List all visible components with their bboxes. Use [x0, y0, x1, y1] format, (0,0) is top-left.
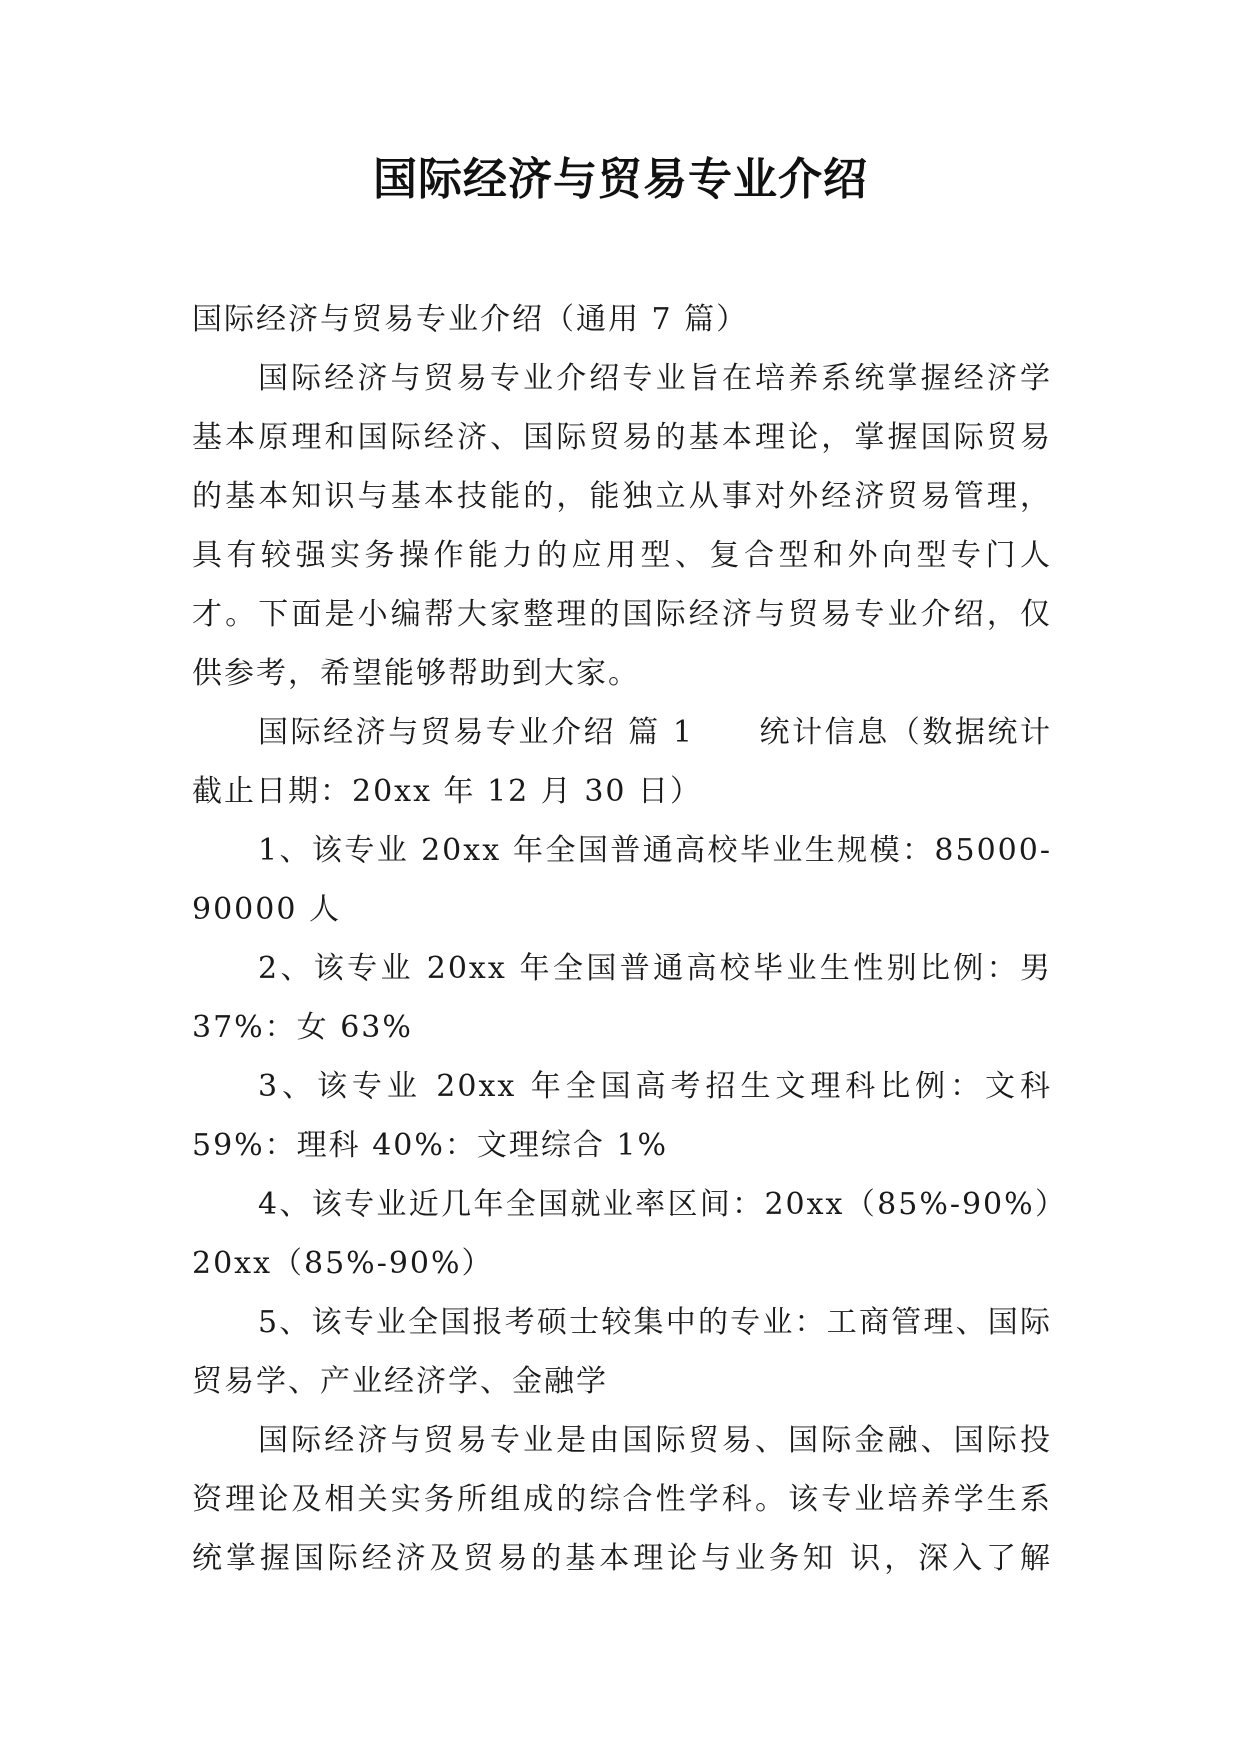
section-heading-paragraph: 国际经济与贸易专业介绍 篇 1 统计信息（数据统计截止日期：20xx 年 12 月 30 日）: [192, 715, 1052, 809]
stat-item-5: 5、该专业全国报考硕士较集中的专业：工商管理、国际贸易学、产业经济学、金融学: [192, 1305, 1052, 1399]
subtitle-paragraph: 国际经济与贸易专业介绍（通用 7 篇）: [192, 302, 749, 337]
stat-item-3: 3、该专业 20xx 年全国高考招生文理科比例：文科 59%：理科 40%：文理综合 1%: [192, 1069, 1052, 1163]
document-body: [192, 290, 1052, 1588]
intro-paragraph: 国际经济与贸易专业介绍专业旨在培养系统掌握经济学基本原理和国际经济、国际贸易的基本理论，掌握国际贸易的基本知识与基本技能的，能独立从事对外经济贸易管理，具有较强实务操作能力的应用型、复合型和外向型专门人才。下面是小编帮大家整理的国际经济与贸易专业介绍，仅供参考，希望能够帮助到大家。: [192, 361, 1052, 691]
stat-item-4: 4、该专业近几年全国就业率区间：20xx（85%-90%）20xx（85%-90%）: [192, 1187, 1052, 1281]
stat-item-1: 1、该专业 20xx 年全国普通高校毕业生规模：85000-90000 人: [192, 833, 1052, 927]
document-title: 国际经济与贸易专业介绍: [373, 154, 868, 205]
stat-item-2: 2、该专业 20xx 年全国普通高校毕业生性别比例：男 37%：女 63%: [192, 951, 1052, 1045]
description-paragraph: 国际经济与贸易专业是由国际贸易、国际金融、国际投资理论及相关实务所组成的综合性学科。该专业培养学生系统掌握国际经济及贸易的基本理论与业务知 识，深入了解: [192, 1423, 1052, 1576]
